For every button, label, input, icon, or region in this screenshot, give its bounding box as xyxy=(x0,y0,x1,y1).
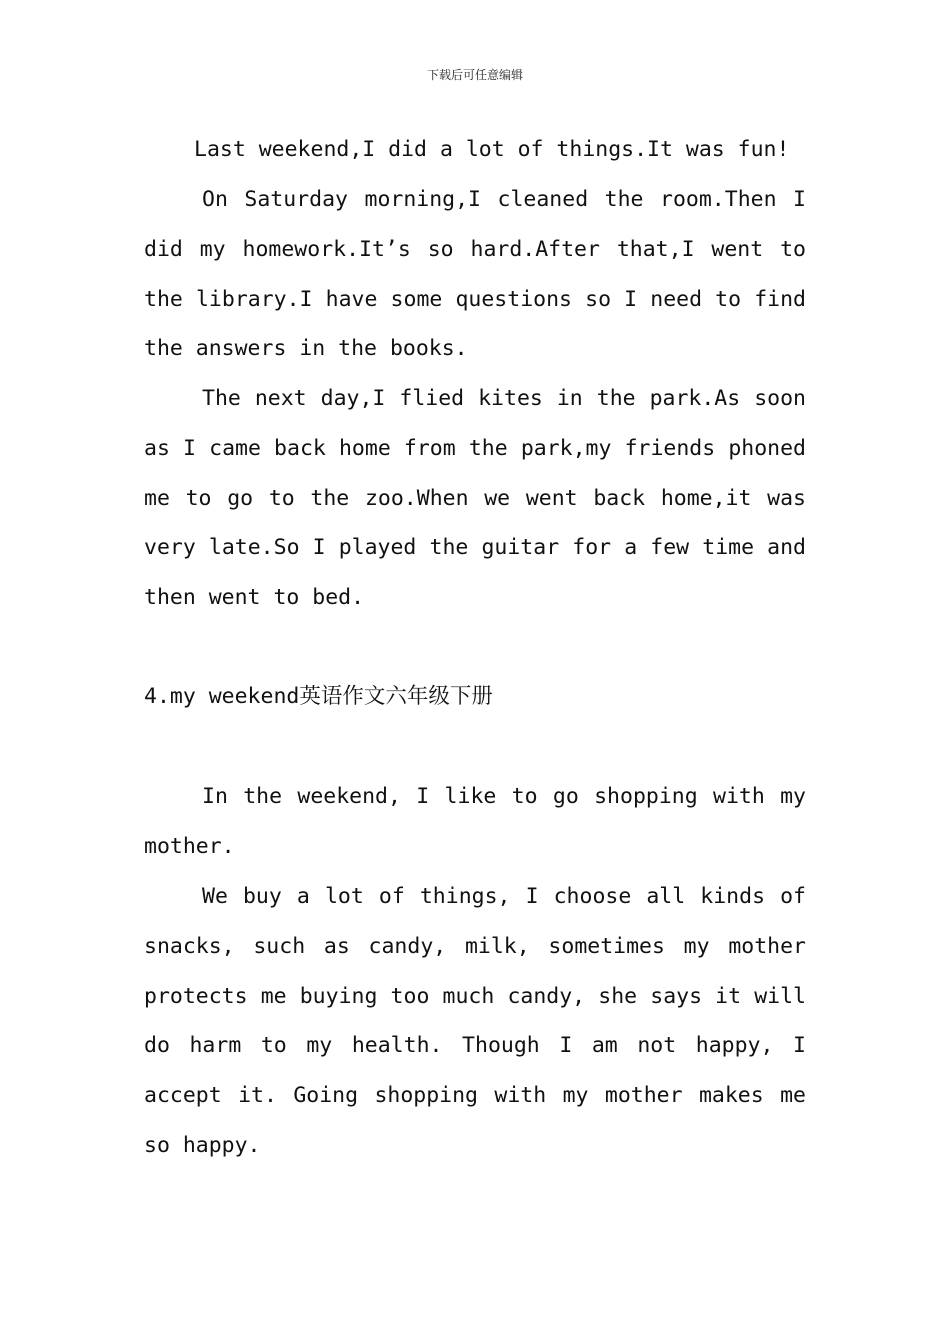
essay-paragraph-saturday: On Saturday morning,I cleaned the room.Then I did my homework.It’s so hard.After that,I went to the library.I have some questions so I need to find the answers in the books. xyxy=(144,187,806,362)
section-heading-number: 4.my weekend xyxy=(144,684,300,709)
essay-paragraph-intro: Last weekend,I did a lot of things.It was fun! xyxy=(194,137,790,162)
essay-paragraph-shopping-intro: In the weekend, I like to go shopping with my mother. xyxy=(144,784,806,859)
section-heading xyxy=(144,672,493,722)
essay-paragraph-shopping-details: We buy a lot of things, I choose all kinds of snacks, such as candy, milk, sometimes my mother protects me buying too much candy, she says it will do harm to my health. Though I am not happy, I accept it. Going shopping with my mother makes me so happy. xyxy=(144,884,806,1158)
essay-paragraph-sunday: The next day,I flied kites in the park.As soon as I came back home from the park,my friends phoned me to go to the zoo.When we went back home,it was very late.So I played the guitar for a few time and then went to bed. xyxy=(144,386,806,611)
section-heading-title: 英语作文六年级下册 xyxy=(299,684,493,709)
page-header: 下载后可任意编辑 xyxy=(426,68,523,82)
